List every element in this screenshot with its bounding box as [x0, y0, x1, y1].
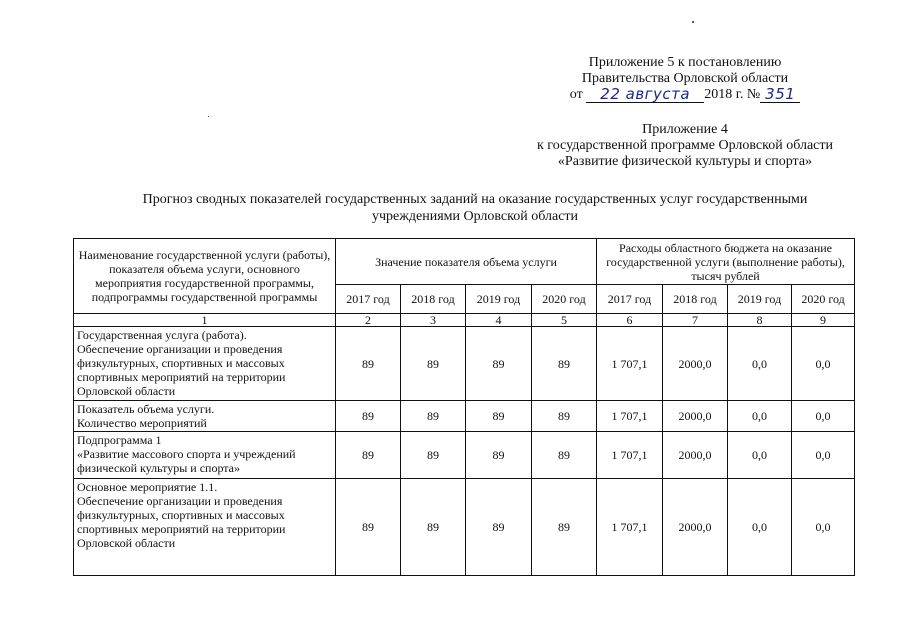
volume-value: 89	[336, 479, 401, 576]
expense-value: 0,0	[728, 432, 792, 479]
appendix-5-line-2: Правительства Орловской области	[581, 71, 789, 86]
document-title-line-2: учреждениями Орловской области	[371, 209, 579, 224]
appendix-5-line-1: Приложение 5 к постановлению	[588, 55, 782, 70]
scan-speck	[208, 116, 209, 117]
number-blank	[760, 87, 800, 103]
volume-value: 89	[336, 327, 401, 401]
handwritten-number: 351	[765, 85, 796, 103]
expense-value: 2000,0	[663, 479, 728, 576]
table-row	[74, 401, 855, 432]
expense-value: 0,0	[728, 327, 792, 401]
volume-value: 89	[401, 327, 466, 401]
expense-value: 0,0	[792, 401, 855, 432]
resolution-date-line	[500, 87, 870, 103]
header-expense-year: 2017 год	[597, 285, 663, 314]
document-title-line-1: Прогноз сводных показателей государственных заданий на оказание государственных услуг государственными	[142, 192, 808, 207]
indicators-table	[73, 238, 855, 576]
volume-value: 89	[401, 479, 466, 576]
header-expense-group: Расходы областного бюджета на оказание государственной услуги (выполнение работы), тысяч рублей	[597, 239, 855, 285]
year-and-number-label: 2018 г. №	[704, 87, 761, 102]
header-expense-year: 2018 год	[663, 285, 728, 314]
column-number: 8	[728, 314, 792, 327]
column-number: 3	[401, 314, 466, 327]
appendix-4-line-2: к государственной программе Орловской области	[537, 138, 833, 153]
expense-value: 0,0	[792, 479, 855, 576]
volume-value: 89	[466, 479, 532, 576]
expense-value: 0,0	[792, 327, 855, 401]
appendix-5-header	[500, 55, 870, 103]
expense-value: 1 707,1	[597, 432, 663, 479]
row-name: Основное мероприятие 1.1. Обеспечение организации и проведения физкультурных, спортивных и массовых спортивных мероприятий на территории Орловской области	[74, 479, 336, 576]
table-row	[74, 479, 855, 576]
appendix-4-line-1: Приложение 4	[642, 122, 728, 137]
volume-value: 89	[466, 432, 532, 479]
volume-value: 89	[401, 432, 466, 479]
volume-value: 89	[532, 432, 597, 479]
volume-value: 89	[532, 479, 597, 576]
volume-value: 89	[466, 401, 532, 432]
volume-value: 89	[401, 401, 466, 432]
header-volume-group: Значение показателя объема услуги	[336, 239, 597, 285]
table-row	[74, 327, 855, 401]
table-row	[74, 432, 855, 479]
volume-value: 89	[532, 401, 597, 432]
column-number: 7	[663, 314, 728, 327]
header-volume-year: 2019 год	[466, 285, 532, 314]
expense-value: 0,0	[728, 479, 792, 576]
expense-value: 0,0	[792, 432, 855, 479]
header-volume-year: 2017 год	[336, 285, 401, 314]
column-number: 9	[792, 314, 855, 327]
document-title	[95, 191, 855, 225]
table-body	[74, 314, 855, 576]
expense-value: 2000,0	[663, 327, 728, 401]
scan-speck	[692, 21, 694, 23]
header-name: Наименование государственной услуги (работы), показателя объема услуги, основного мероприятия государственной программы, подпрограммы государственной программы	[74, 239, 336, 314]
volume-value: 89	[532, 327, 597, 401]
appendix-4-header	[500, 122, 870, 170]
date-prefix: от	[569, 87, 583, 102]
handwritten-date: 22 августа	[600, 85, 691, 103]
header-row-top	[74, 239, 855, 285]
volume-value: 89	[336, 432, 401, 479]
header-expense-year: 2019 год	[728, 285, 792, 314]
header-expense-year: 2020 год	[792, 285, 855, 314]
row-name: Государственная услуга (работа). Обеспечение организации и проведения физкультурных, спортивных и массовых спортивных мероприятий на территории Орловской области	[74, 327, 336, 401]
row-name: Показатель объема услуги. Количество мероприятий	[74, 401, 336, 432]
header-volume-year: 2018 год	[401, 285, 466, 314]
volume-value: 89	[336, 401, 401, 432]
expense-value: 2000,0	[663, 401, 728, 432]
column-number: 1	[74, 314, 336, 327]
column-numbers-row	[74, 314, 855, 327]
column-number: 4	[466, 314, 532, 327]
expense-value: 1 707,1	[597, 479, 663, 576]
column-number: 5	[532, 314, 597, 327]
row-name: Подпрограмма 1 «Развитие массового спорта и учреждений физической культуры и спорта»	[74, 432, 336, 479]
header-volume-year: 2020 год	[532, 285, 597, 314]
appendix-4-line-3: «Развитие физической культуры и спорта»	[557, 154, 813, 169]
column-number: 6	[597, 314, 663, 327]
column-number: 2	[336, 314, 401, 327]
date-blank	[586, 87, 704, 103]
expense-value: 0,0	[728, 401, 792, 432]
volume-value: 89	[466, 327, 532, 401]
expense-value: 2000,0	[663, 432, 728, 479]
expense-value: 1 707,1	[597, 327, 663, 401]
expense-value: 1 707,1	[597, 401, 663, 432]
